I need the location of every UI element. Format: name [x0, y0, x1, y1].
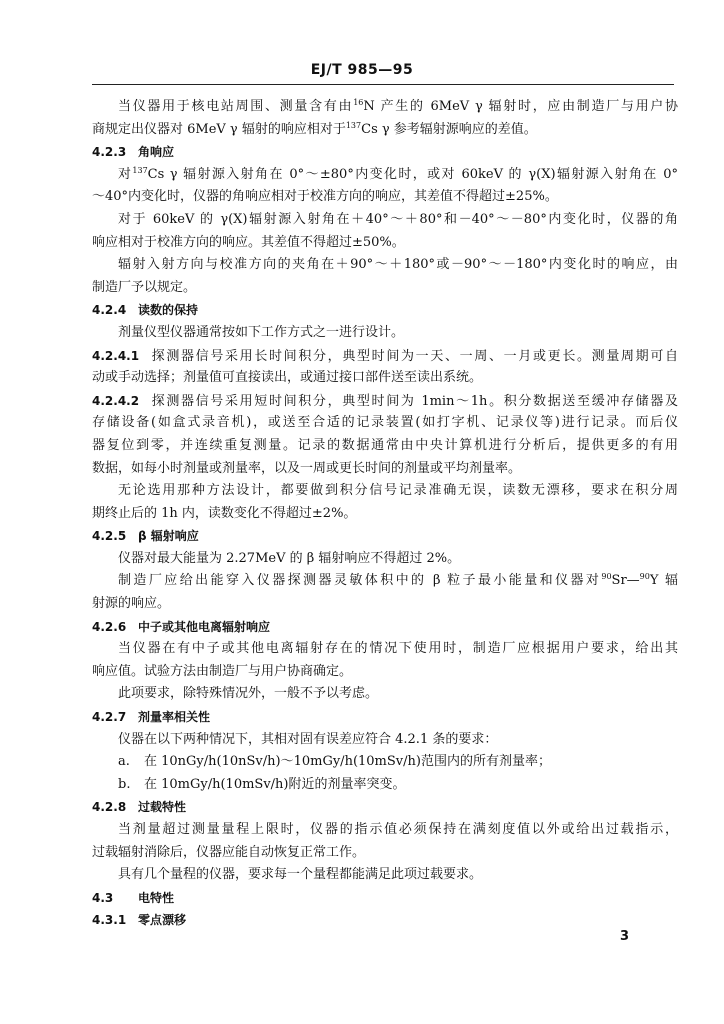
paragraph-line: 仪器在以下两种情况下，其相对固有误差应符合 4.2.1 条的要求：: [118, 731, 498, 747]
paragraph-line: 对于 60keV 的 γ(X)辐射源入射角在＋40°～＋80°和－40°～－80°内变化时，仪器的角: [118, 211, 678, 227]
paragraph-line: 射源的响应。: [92, 596, 171, 612]
paragraph-line: ～40°内变化时，仪器的角响应相对于校准方向的响应，其差值不得超过±25%。: [92, 189, 558, 205]
section-heading-4-2-5: 4.2.5 β 辐射响应: [92, 529, 199, 544]
paragraph-line: 存储设备(如盒式录音机)，或送至合适的记录装置(如打字机、记录仪等)进行记录。而后仪: [92, 415, 678, 431]
paragraph-line: 无论选用那种方法设计，都要做到积分信号记录准确无误，读数无漂移，要求在积分周: [118, 483, 678, 499]
section-heading-4-2-3: 4.2.3 角响应: [92, 145, 175, 160]
page-number: 3: [620, 929, 630, 944]
list-item: b. 在 10mGy/h(10mSv/h)附近的剂量率突变。: [118, 776, 406, 792]
paragraph-line: 制造厂予以规定。: [92, 279, 197, 295]
paragraph-line: 对$^{137}$Cs γ 辐射源入射角在 0°～±80°内变化时，或对 60keV 的 γ(X)辐射源入射角在 0°: [118, 165, 678, 182]
section-heading-4-2-6: 4.2.6 中子或其他电离辐射响应: [92, 619, 271, 634]
paragraph-line: 制造厂应给出能穿入仪器探测器灵敏体积中的 β 粒子最小能量和仪器对$^{90}$Sr—$^{90}$Y 辐: [118, 572, 678, 589]
paragraph-line: 过载辐射消除后，仪器应能自动恢复正常工作。: [92, 844, 366, 860]
section-heading-4-2-7: 4.2.7 剂量率相关性: [92, 710, 211, 725]
paragraph-line: 期终止后的 1h 内，读数变化不得超过±2%。: [92, 505, 357, 521]
paragraph-line: 此项要求，除特殊情况外，一般不予以考虑。: [118, 686, 379, 702]
section-heading-4-3: 4.3 电特性: [92, 890, 175, 905]
paragraph-line: 当仪器在有中子或其他电离辐射存在的情况下使用时，制造厂应根据用户要求，给出其: [118, 641, 678, 657]
page-body: [92, 96, 678, 932]
paragraph-line: 仪器对最大能量为 2.27MeV 的 β 辐射响应不得超过 2%。: [118, 550, 461, 566]
paragraph-line: 辐射入射方向与校准方向的夹角在＋90°～＋180°或－90°～－180°内变化时的响应，由: [118, 257, 678, 273]
list-item: a. 在 10nGy/h(10nSv/h)～10mGy/h(10mSv/h)范围内的所有剂量率；: [118, 754, 551, 770]
paragraph-line: 器复位到零，并连续重复测量。记录的数据通常由中央计算机进行分析后，提供更多的有用: [92, 437, 678, 453]
paragraph-line: 响应相对于校准方向的响应。其差值不得超过±50%。: [92, 234, 405, 250]
paragraph-line: 动或手动选择；剂量值可直接读出，或通过接口部件送至读出系统。: [92, 370, 483, 386]
paragraph-line: 商规定出仪器对 6MeV γ 辐射的响应相对于$^{137}$Cs γ 参考辐射源响应的差值。: [92, 120, 537, 137]
paragraph-line: 响应值。试验方法由制造厂与用户协商确定。: [92, 663, 353, 679]
header-rule: [92, 84, 674, 85]
paragraph-line: 4.2.4.2 探测器信号采用短时间积分，典型时间为 1min～1h。积分数据送至缓冲存储器及: [92, 393, 678, 409]
paragraph-line: 当仪器用于核电站周围、测量含有由$^{16}$N 产生的 6MeV γ 辐射时，应由制造厂与用户协: [118, 98, 678, 114]
paragraph-line: 4.2.4.1 探测器信号采用长时间积分，典型时间为一天、一周、一月或更长。测量周期可自: [92, 348, 678, 364]
paragraph-line: 具有几个量程的仪器，要求每一个量程都能满足此项过载要求。: [118, 867, 483, 883]
section-heading-4-3-1: 4.3.1 零点漂移: [92, 913, 187, 928]
paragraph-line: 当剂量超过测量量程上限时，仪器的指示值必须保持在满刻度值以外或给出过载指示，: [118, 822, 678, 837]
section-heading-4-2-8: 4.2.8 过载特性: [92, 800, 187, 815]
section-heading-4-2-4: 4.2.4 读数的保持: [92, 303, 199, 318]
document-code-header: EJ/T 985—95: [310, 62, 414, 78]
paragraph-line: 数据，如每小时剂量或剂量率，以及一周或更长时间的剂量或平均剂量率。: [92, 460, 522, 476]
paragraph-line: 剂量仪型仪器通常按如下工作方式之一进行设计。: [118, 324, 405, 340]
